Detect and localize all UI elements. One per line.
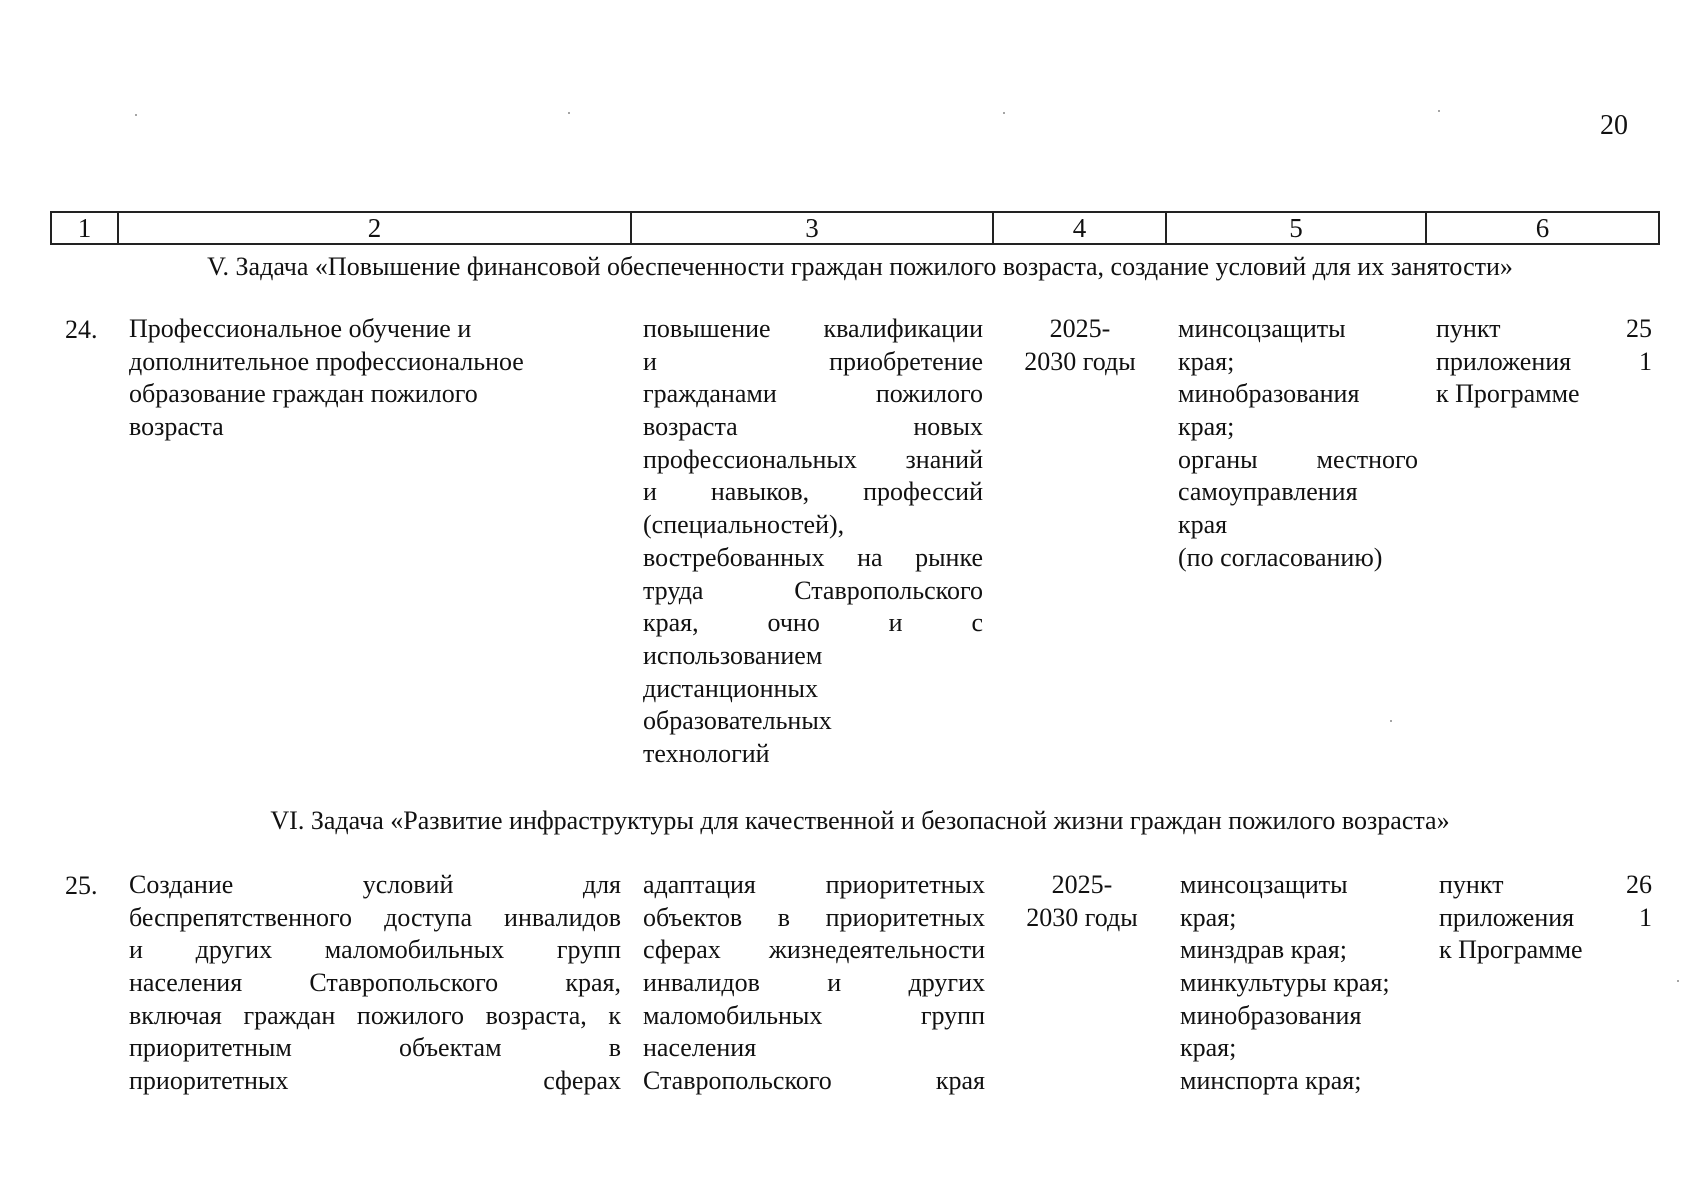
row-25-executor-line: минкультуры края; <box>1180 968 1390 998</box>
row-25-name-line: беспрепятственного доступа инвалидов <box>129 902 621 932</box>
row-24-result-line: возраста новых <box>643 412 983 442</box>
row-24-reference-line: пункт <box>1436 314 1501 343</box>
column-number-2: 2 <box>118 212 631 244</box>
row-24-result-line: дистанционных <box>643 673 818 703</box>
column-number-4: 4 <box>993 212 1166 244</box>
row-25-name-line: и других маломобильных групп <box>129 935 621 965</box>
column-number-1: 1 <box>51 212 118 244</box>
row-24-result-line: профессиональных знаний <box>643 444 983 474</box>
row-25-executor-line: минсоцзащиты <box>1180 870 1348 899</box>
row-25-result-line: населения <box>643 1033 757 1063</box>
row-25-ref-number: 1 <box>1639 902 1652 932</box>
scan-speck <box>1438 110 1440 112</box>
row-24-result-line: повышение квалификации <box>643 314 983 343</box>
scan-speck <box>1390 720 1392 722</box>
row-24-expected-result <box>643 313 983 771</box>
row-24-ref-number: 1 <box>1639 346 1652 376</box>
row-24-result-line: (специальностей), <box>643 510 845 540</box>
row-25-name-line: включая граждан пожилого возраста, к <box>129 1000 621 1030</box>
row-25-ref-number: 26 <box>1626 870 1652 899</box>
row-24-executor-line: (по согласованию) <box>1178 542 1383 572</box>
row-25-expected-result <box>643 869 985 1098</box>
row-25-result-line: объектов в приоритетных <box>643 902 985 932</box>
row-24-period-line: 2030 годы <box>1024 346 1136 376</box>
row-24-result-line: образовательных <box>643 706 832 736</box>
row-24-name-line: возраста <box>129 412 224 442</box>
row-24-executor-line: края <box>1178 510 1228 540</box>
row-24-reference-line: к Программе <box>1436 379 1580 409</box>
row-25-reference-line: к Программе <box>1439 935 1583 965</box>
row-25-executors <box>1180 869 1425 1098</box>
scan-speck <box>1677 980 1679 982</box>
row-24-number: 24. <box>65 315 98 344</box>
scan-speck <box>135 114 137 116</box>
row-25-reference <box>1439 869 1609 967</box>
row-24-period-line: 2025- <box>1049 314 1111 343</box>
column-number-5: 5 <box>1166 212 1426 244</box>
row-25-number: 25. <box>65 871 98 900</box>
scan-speck <box>1003 112 1005 114</box>
row-24-result-line: гражданами пожилого <box>643 379 983 409</box>
row-25-reference-line: пункт <box>1439 870 1504 899</box>
row-24-result-line: использованием <box>643 640 823 670</box>
row-24-reference <box>1436 313 1606 411</box>
row-24-executor-line: края; <box>1178 346 1235 376</box>
row-25-result-line: адаптация приоритетных <box>643 870 985 899</box>
scan-speck <box>568 112 570 114</box>
row-25-period <box>1007 869 1157 934</box>
row-25-period-line: 2030 годы <box>1026 902 1138 932</box>
row-25-result-line: сферах жизнедеятельности <box>643 935 985 965</box>
row-24-result-line: и навыков, профессий <box>643 477 983 507</box>
row-25-name-line: населения Ставропольского края, <box>129 968 621 998</box>
row-25-result-line: Ставропольского края <box>643 1066 985 1096</box>
row-24-ref-numbers <box>1612 313 1652 378</box>
row-25-period-line: 2025- <box>1051 870 1113 899</box>
row-25-executor-line: края; <box>1180 1033 1237 1063</box>
row-24-name-line: дополнительное профессиональное <box>129 346 524 376</box>
row-24-executor-line: края; <box>1178 412 1235 442</box>
row-25-executor-line: минспорта края; <box>1180 1066 1362 1096</box>
row-25-name-line: приоритетным объектам в <box>129 1033 621 1063</box>
row-24-result-line: технологий <box>643 738 770 768</box>
row-25-executor-line: минздрав края; <box>1180 935 1347 965</box>
row-24-executor-line: самоуправления <box>1178 477 1358 507</box>
row-25-executor-line: края; <box>1180 902 1237 932</box>
row-25-result-line: маломобильных групп <box>643 1000 985 1030</box>
row-25-event-name <box>129 869 621 1098</box>
row-24-executor-line: минобразования <box>1178 379 1360 409</box>
row-24-event-name <box>129 313 621 444</box>
row-24-executor-line: минсоцзащиты <box>1178 314 1346 343</box>
row-24-period <box>1005 313 1155 378</box>
section-6-title: VI. Задача «Развитие инфраструктуры для качественной и безопасной жизни граждан пожилого возраста» <box>270 806 1450 835</box>
row-24-result-line: востребованных на рынке <box>643 542 983 572</box>
row-24-result-line: и приобретение <box>643 346 983 376</box>
row-24-reference-line: приложения <box>1436 346 1572 376</box>
column-number-6: 6 <box>1426 212 1659 244</box>
row-25-name-line: Создание условий для <box>129 870 621 899</box>
row-24-name-line: Профессиональное обучение и <box>129 314 472 343</box>
row-24-executor-line: органы местного <box>1178 444 1418 474</box>
row-25-reference-line: приложения <box>1439 902 1575 932</box>
row-24-result-line: края, очно и с <box>643 608 983 638</box>
column-number-header <box>50 211 1660 245</box>
row-24-executors <box>1178 313 1418 575</box>
row-25-name-line: приоритетных сферах <box>129 1066 621 1096</box>
row-24-name-line: образование граждан пожилого <box>129 379 478 409</box>
row-25-executor-line: минобразования <box>1180 1000 1362 1030</box>
column-number-3: 3 <box>631 212 993 244</box>
row-24-ref-number: 25 <box>1626 314 1652 343</box>
page-number: 20 <box>1600 110 1628 141</box>
row-25-ref-numbers <box>1612 869 1652 934</box>
row-25-result-line: инвалидов и других <box>643 968 985 998</box>
section-5-title: V. Задача «Повышение финансовой обеспеченности граждан пожилого возраста, создание условий для их занятости» <box>207 252 1513 281</box>
row-24-result-line: труда Ставропольского <box>643 575 983 605</box>
